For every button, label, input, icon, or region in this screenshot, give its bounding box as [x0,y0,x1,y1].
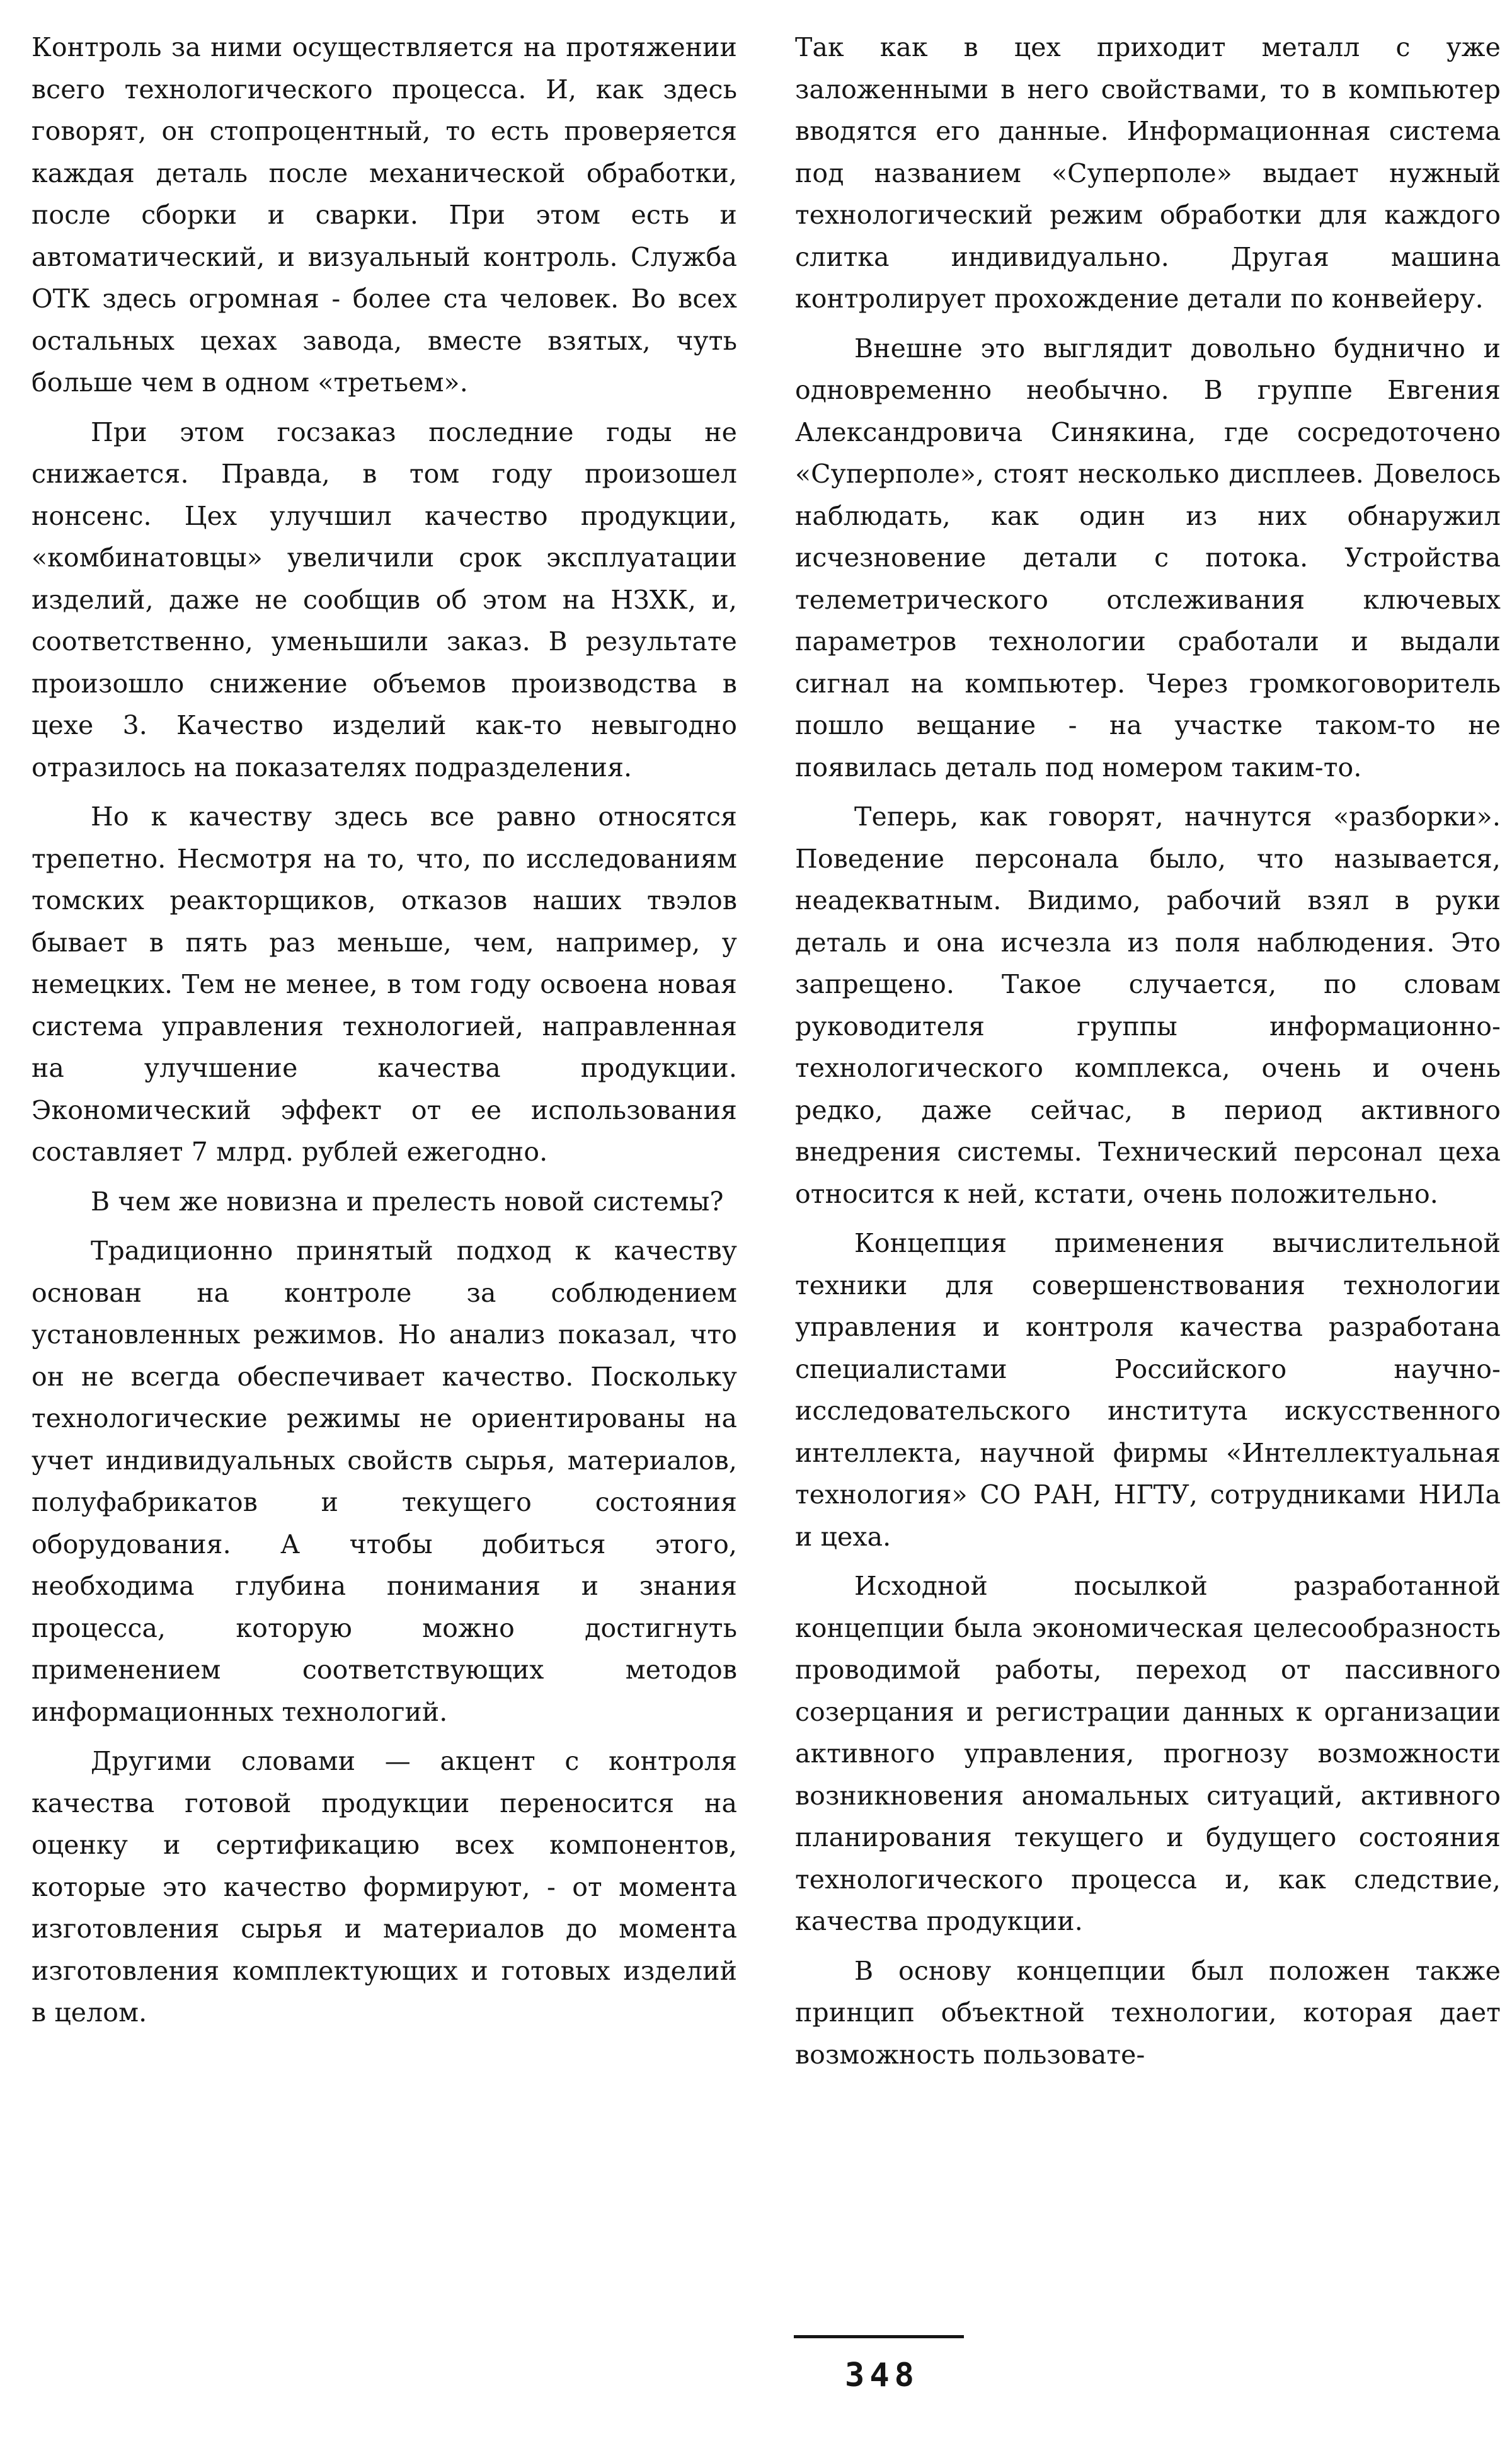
paragraph: При этом госзаказ последние годы не снижается. Правда, в том году произошел нонсенс. Цех улучшил качество продукции, «комбинатовцы» увеличили срок эксплуатации изделий, даже не сообщив об этом на НЗХК, и, соответственно, уменьшили заказ. В результате произошло снижение объемов производства в цехе 3. Качество изделий как-то невыгодно отразилось на показателях подразделения. [32,416,737,783]
paragraph: Другими словами — акцент с контроля качества готовой продукции переносится на оценку и сертификацию всех компонентов, которые это качество формируют, - от момента изготовления сырья и материалов до момента изготовления комплектующих и готовых изделий в целом. [32,1746,737,2028]
page-number: 348 [845,2357,919,2394]
paragraph: Исходной посылкой разработанной концепции была экономическая целесообразность проводимой работы, переход от пассивного созерцания и регистрации данных к организации активного управления, прогнозу возможности возникновения аномальных ситуаций, активного планирования текущего и будущего состояния технологического процесса и, как следствие, качества продукции. [795,1571,1501,1936]
paragraph: В чем же новизна и прелесть новой системы? [91,1186,724,1217]
paragraph: Внешне это выглядит довольно буднично и одновременно необычно. В группе Евгения Александровича Синякина, где сосредоточено «Суперполе», стоят несколько дисплеев. Довелось наблюдать, как один из них обнаружил исчезновение детали с потока. Устройства телеметрического отслеживания ключевых параметров технологии сработали и выдали сигнал на компьютер. Через громкоговоритель пошло вещание - на участке таком-то не появилась деталь под номером таким-то. [795,333,1501,783]
paragraph: Контроль за ними осуществляется на протяжении всего технологического процесса. И, как здесь говорят, он стопроцентный, то есть проверяется каждая деталь после механической обработки, после сборки и сварки. При этом есть и автоматический, и визуальный контроль. Служба ОТК здесь огромная - более ста человек. Во всех остальных цехах завода, вместе взятых, чуть больше чем в одном «третьем». [32,32,737,398]
page-footer [788,2331,976,2420]
paragraph: Традиционно принятый подход к качеству основан на контроле за соблюдением установленных режимов. Но анализ показал, что он не всегда обеспечивает качество. Поскольку технологические режимы не ориентированы на учет индивидуальных свойств сырья, материалов, полуфабрикатов и текущего состояния оборудования. А чтобы добиться этого, необходима глубина понимания и знания процесса, которую можно достигнуть применением соответствующих методов информационных технологий. [32,1236,737,1727]
paragraph: Теперь, как говорят, начнутся «разборки». Поведение персонала было, что называется, неадекватным. Видимо, рабочий взял в руки деталь и она исчезла из поля наблюдения. Это запрещено. Такое случается, по словам руководителя группы информационно-технологического комплекса, очень и очень редко, даже сейчас, в период активного внедрения системы. Технический персонал цеха относится к ней, кстати, очень положительно. [795,801,1501,1209]
paragraph: Но к качеству здесь все равно относятся трепетно. Несмотря на то, что, по исследованиям томских реакторщиков, отказов наших твэлов бывает в пять раз меньше, чем, например, у немецких. Тем не менее, в том году освоена новая система управления технологией, направленная на улучшение качества продукции. Экономический эффект от ее использования составляет 7 млрд. рублей ежегодно. [32,801,737,1167]
footer-rule [794,2335,964,2338]
paragraph: Так как в цех приходит металл с уже заложенными в него свойствами, то в компьютер вводятся его данные. Информационная система под названием «Суперполе» выдает нужный технологический режим обработки для каждого слитка индивидуально. Другая машина контролирует прохождение детали по конвейеру. [795,32,1501,314]
left-column [32,26,737,2270]
right-column [795,26,1501,2270]
paragraph: В основу концепции был положен также принцип объектной технологии, которая дает возможность пользовате- [795,1955,1501,2070]
paragraph: Концепция применения вычислительной техники для совершенствования технологии управления и контроля качества разработана специалистами Российского научно-исследовательского института искусственного интеллекта, научной фирмы «Интеллектуальная технология» СО РАН, НГТУ, сотрудниками НИЛа и цеха. [795,1228,1501,1552]
